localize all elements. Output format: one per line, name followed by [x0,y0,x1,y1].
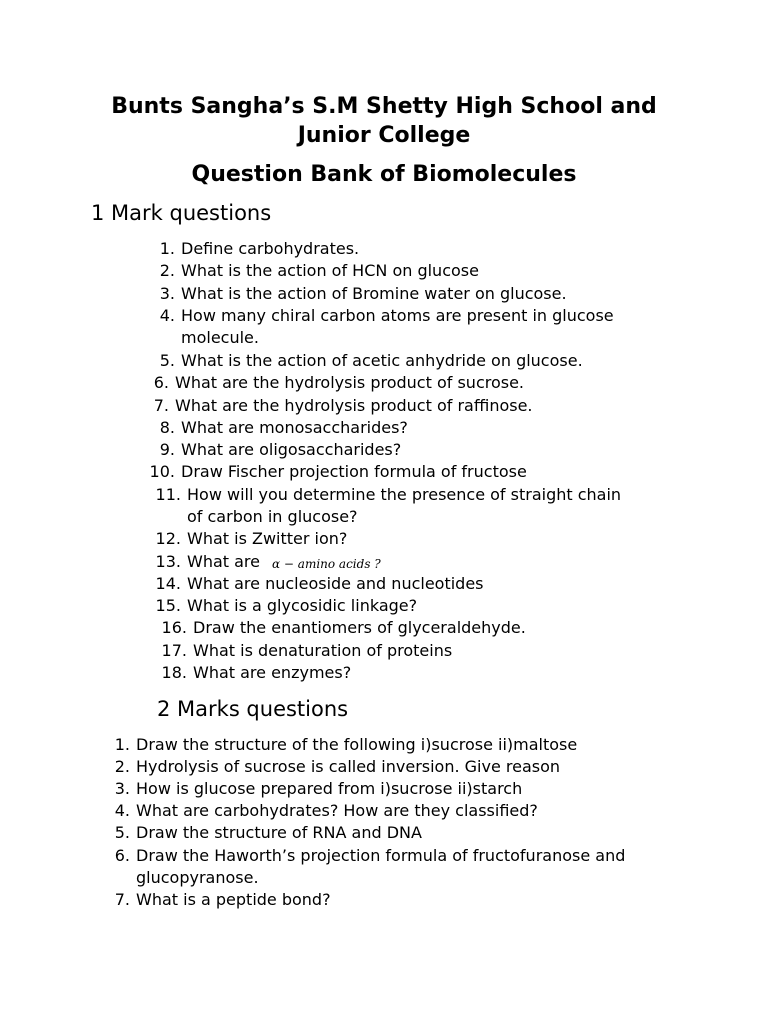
two-mark-heading: 2 Marks questions [157,697,349,721]
alpha-amino-acids-formula: α − amino acids ? [272,557,381,571]
question-continuation: glucopyranose. [136,868,259,887]
one-mark-heading: 1 Mark questions [91,201,272,225]
school-title-line1: Bunts Sangha’s S.M Shetty High School and [111,94,657,119]
question-continuation: of carbon in glucose? [187,507,358,526]
question-continuation: molecule. [181,328,259,347]
document-subtitle: Question Bank of Biomolecules [191,162,577,187]
school-title [84,92,684,150]
document-page: Bunts Sangha’s S.M Shetty High School and Junior College Question Bank of Biomolecules 1 Mark questions 1. Define carbohydrates. 2. What is the action of HCN on glucose 3. What is the action of Bromine water on glucose. 4. How many chiral carbon atoms are present in glucose molecule. 5. What is the action of acetic anhydride on glucose. 6. What are the hydrolysis product of sucrose. 7. What are the hydrolysis product of raffinose. 8. What are monosaccharides? 9. What are oligosaccharides? 10. Draw Fischer projection formula of fructose 11. How will you determine the presence of straight chain of carbon in glucose? 12. What is Zwitter ion? 13. What are α − amino acids ? 14. What are nucleoside and nucleotides 15. What is a glycosidic linkage? 16. Draw the enantiomers of glyceraldehyde. 17. What is denaturation of proteins 18. What are enzymes? 2 Marks questions 1. Draw the structure of the following i)sucrose ii)maltose 2. Hydrolysis of sucrose is called inversion. Give reason 3. How is glucose prepared from i)sucrose ii)starch 4. What are carbohydrates? How are they classified? 5. Draw the structure of RNA and DNA 6. Draw the Haworth’s projection formula of fructofuranose and glucopyranose. 7. What is a peptide bond? [0,0,768,1024]
school-title-line2: Junior College [297,123,471,148]
